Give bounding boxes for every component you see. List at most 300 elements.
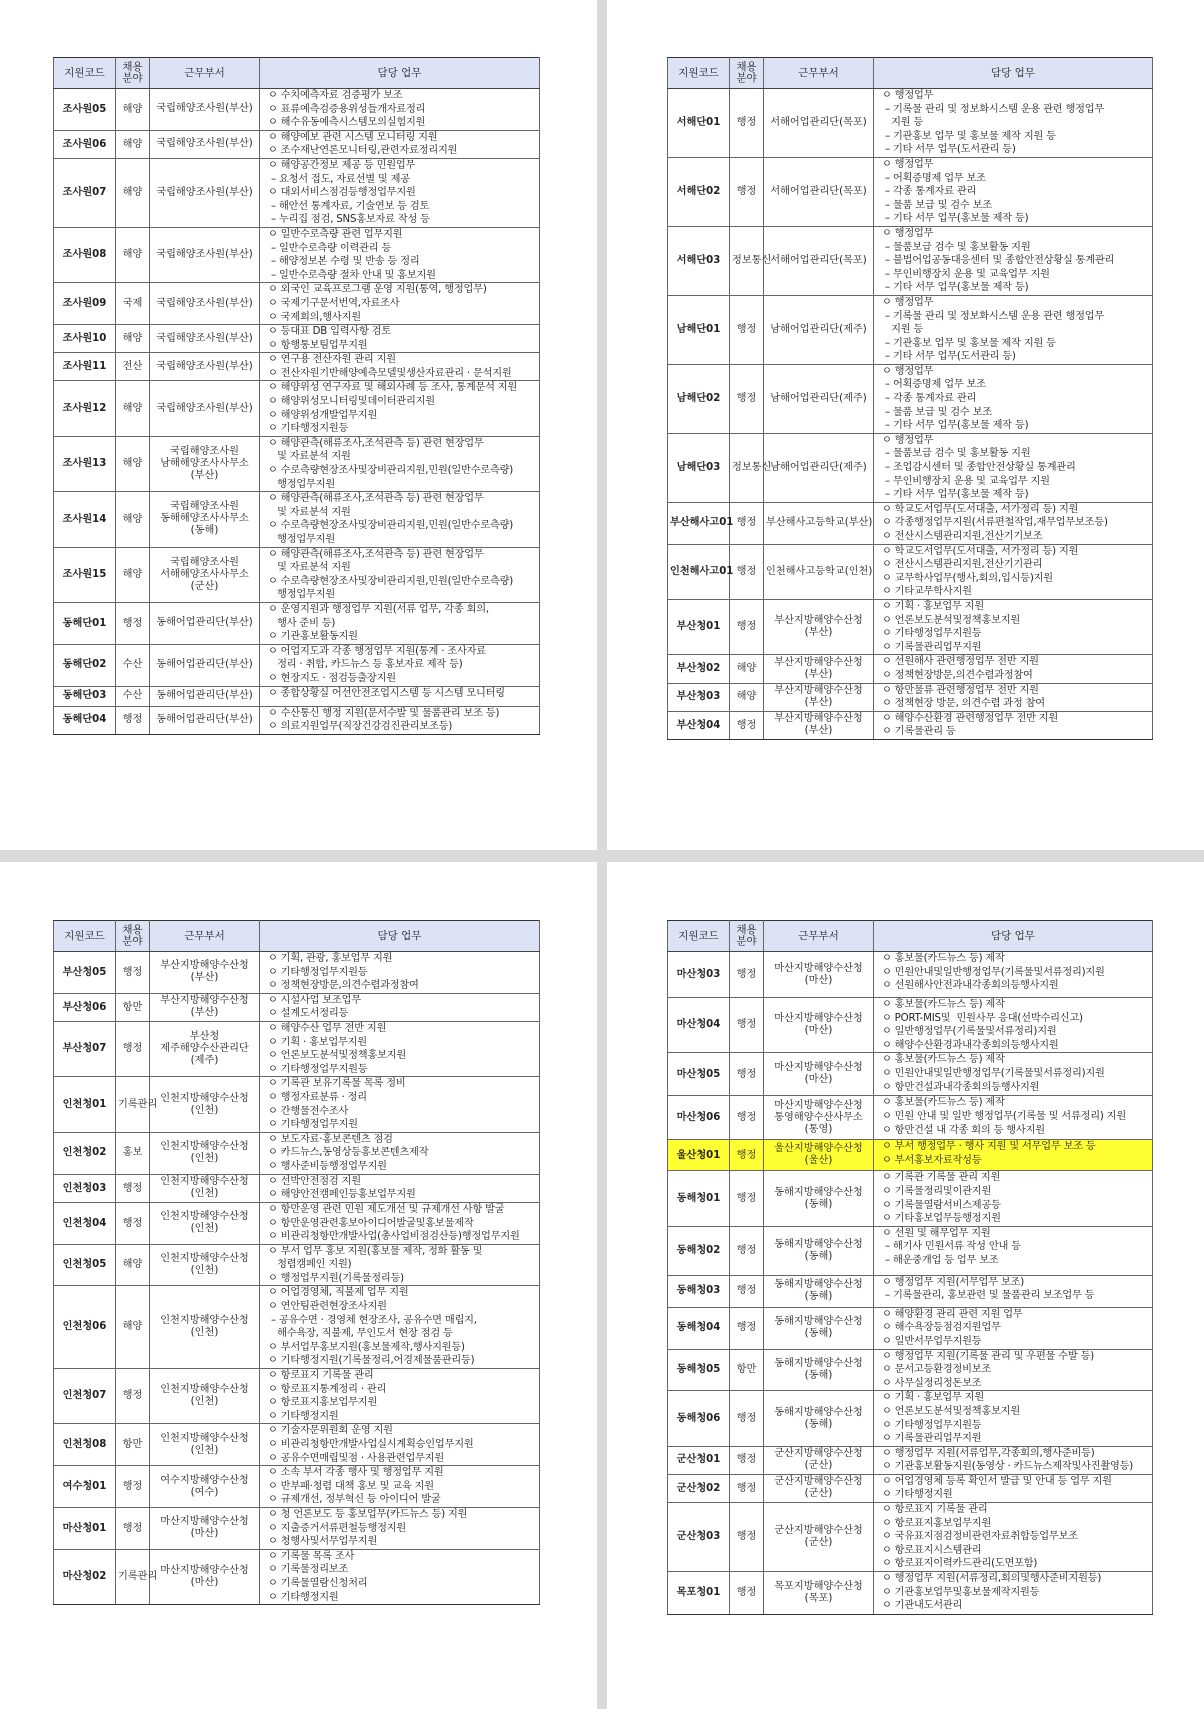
cell-field: 행정 (116, 1369, 150, 1424)
cell-duty: ㅇ 부서 행정업무 · 행사 지원 및 서무업무 보조 등 ㅇ 부서홍보자료작성등 (874, 1140, 1153, 1171)
table-row (668, 295, 1153, 364)
cell-code: 마산청03 (668, 952, 730, 998)
cell-duty: ㅇ 해양관측(해류조사,조석관측 등) 관련 현장업무 및 자료분석 지원 ㅇ 수로측량현장조사및장비관리지원,민원(일반수로측량) 행정업무지원 (260, 436, 540, 491)
cell-duty: ㅇ 기록물 목록 조사 ㅇ 기록물정리보조 ㅇ 기록물열람신청처리 ㅇ 기타행정지원 (260, 1549, 540, 1604)
cell-code: 마산청05 (668, 1053, 730, 1096)
cell-field: 해양 (116, 227, 150, 282)
cell-duty: ㅇ 홍보물(카드뉴스 등) 제작 ㅇ 민원 안내 및 일반 행정업무(기록물 및 서류정리) 지원 ㅇ 항만건설 내 각종 회의 등 행사지원 (874, 1096, 1153, 1140)
cell-dept: 동해지방해양수산청 (동해) (764, 1226, 874, 1275)
cell-duty: ㅇ 행정업무 – 물품보급 검수 및 홍보활동 지원 – 불법어업공동대응센터 및 종합안전상황실 통계관리 – 무인비행장치 운용 및 교육업무 지원 – 기타 서무 업무(홍보물 제작 등) (874, 226, 1153, 295)
cell-field: 기록관리 (116, 1077, 150, 1132)
table-row (54, 227, 540, 282)
cell-duty: ㅇ 시설사업 보조업무 ㅇ 설계도서정리등 (260, 993, 540, 1021)
cell-duty: ㅇ 선원해사 관련행정업무 전반 지원 ㅇ 정책현장방문,의견수렴과정참여 (874, 655, 1153, 683)
cell-code: 인천청08 (54, 1424, 116, 1466)
table-row (54, 1077, 540, 1132)
cell-code: 동해청05 (668, 1349, 730, 1391)
cell-duty: ㅇ 행정업무 지원(서무업무 보조) – 기록물관리, 홍보관련 및 물품관리 보조업무 등 (874, 1275, 1153, 1307)
cell-dept: 동해지방해양수산청 (동해) (764, 1349, 874, 1391)
cell-field: 전산 (116, 353, 150, 381)
header-row (668, 921, 1153, 952)
cell-field: 수산 (116, 644, 150, 686)
table-row (668, 998, 1153, 1053)
cell-dept: 인천지방해양수산청 (인천) (150, 1174, 260, 1202)
cell-duty: ㅇ 기록관 기록물 관리 지원 ㅇ 기록물정리및이관지원 ㅇ 기록물열람서비스제공등 ㅇ 기타홍보업무등행정지원 (874, 1171, 1153, 1226)
cell-dept: 동해어업관리단(부산) (150, 706, 260, 734)
header-row (54, 58, 540, 89)
cell-duty: ㅇ 행정업무 지원(기록물 관리 및 우편물 수발 등) ㅇ 문서고등환경정비보조 ㅇ 사무실정리정돈보조 (874, 1349, 1153, 1391)
header-row (54, 921, 540, 952)
job-table (667, 920, 1153, 1615)
table-row (668, 157, 1153, 226)
cell-duty: ㅇ 수치예측자료 검증평가 보조 ㅇ 표류예측검증용위성들개자료정리 ㅇ 해수유동예측시스템모의실험지원 (260, 89, 540, 131)
cell-dept: 부산지방해양수산청 (부산) (764, 683, 874, 711)
cell-field: 행정 (730, 952, 764, 998)
cell-dept: 남해어업관리단(제주) (764, 433, 874, 502)
cell-code: 군산청01 (668, 1446, 730, 1474)
cell-dept: 국립해양조사원(부산) (150, 130, 260, 158)
cell-duty: ㅇ 해양관측(해류조사,조석관측 등) 관련 현장업무 및 자료분석 지원 ㅇ 수로측량현장조사및장비관리지원,민원(일반수로측량) 행정업무지원 (260, 547, 540, 602)
cell-field: 행정 (116, 602, 150, 644)
cell-code: 인천청03 (54, 1174, 116, 1202)
cell-field: 행정 (116, 1466, 150, 1508)
cell-field: 해양 (116, 1286, 150, 1369)
table-row (668, 711, 1153, 739)
cell-duty: ㅇ 해양위성 연구자료 및 해외사례 등 조사, 통계문석 지원 ㅇ 해양위성모니터링및데이터관리지원 ㅇ 해양위성개발업무지원 ㅇ 기타행정지원등 (260, 381, 540, 436)
cell-code: 조사원08 (54, 227, 116, 282)
table-row (54, 1132, 540, 1174)
header-code: 지원코드 (54, 921, 116, 952)
cell-code: 군산청02 (668, 1474, 730, 1502)
table-row (54, 547, 540, 602)
cell-code: 부산청03 (668, 683, 730, 711)
cell-field: 행정 (730, 1096, 764, 1140)
cell-code: 목포청01 (668, 1572, 730, 1615)
header-code: 지원코드 (54, 58, 116, 89)
header-duty: 담당 업무 (874, 58, 1153, 89)
cell-dept: 동해지방해양수산청 (동해) (764, 1391, 874, 1446)
cell-dept: 인천지방해양수산청 (인천) (150, 1424, 260, 1466)
table-row (54, 89, 540, 131)
cell-dept: 서해어업관리단(목포) (764, 157, 874, 226)
cell-dept: 군산지방해양수산청 (군산) (764, 1446, 874, 1474)
table-row (668, 1053, 1153, 1096)
job-table (53, 920, 540, 1605)
header-field: 채용 분야 (730, 921, 764, 952)
cell-code: 조사원06 (54, 130, 116, 158)
cell-duty: ㅇ 선원 및 해무업무 지원 – 해기사 민원서류 작성 안내 등 – 해운중개업 등 업무 보조 (874, 1226, 1153, 1275)
table-row (668, 1140, 1153, 1171)
cell-dept: 동해어업관리단(부산) (150, 602, 260, 644)
cell-code: 조사원10 (54, 325, 116, 353)
cell-field: 행정 (116, 1202, 150, 1244)
cell-code: 부산청06 (54, 993, 116, 1021)
header-dept: 근무부서 (150, 921, 260, 952)
cell-duty: ㅇ 행정업무 – 기록물 관리 및 정보화시스템 운용 관련 행정업무 지원 등 – 기관홍보 업무 및 홍보물 제작 지원 등 – 기타 서무 업무(도서관리 등) (874, 295, 1153, 364)
table-row (54, 1369, 540, 1424)
cell-field: 홍보 (116, 1132, 150, 1174)
cell-dept: 국립해양조사원(부산) (150, 381, 260, 436)
table-row (54, 353, 540, 381)
cell-code: 부산청02 (668, 655, 730, 683)
header-duty: 담당 업무 (874, 921, 1153, 952)
cell-dept: 군산지방해양수산청 (군산) (764, 1474, 874, 1502)
cell-field: 행정 (730, 1307, 764, 1349)
document-page-4 (607, 862, 1204, 1709)
cell-field: 해양 (730, 655, 764, 683)
cell-field: 행정 (730, 1474, 764, 1502)
cell-field: 행정 (730, 1226, 764, 1275)
cell-dept: 국립해양조사원 동해해양조사사무소 (동해) (150, 492, 260, 547)
cell-duty: ㅇ 소속 부서 각종 행사 및 행정업무 지원 ㅇ 반부패·청렴 대책 홍보 및 교육 지원 ㅇ 규제개선, 정부혁신 등 아이디어 발굴 (260, 1466, 540, 1508)
cell-field: 행정 (730, 364, 764, 433)
cell-field: 행정 (730, 1171, 764, 1226)
cell-duty: ㅇ 종합상황실 어선안전조업시스템 등 시스템 모니터링 (260, 686, 540, 706)
cell-duty: ㅇ 홍보물(카드뉴스 등) 제작 ㅇ 민원안내및일반행정업무(기록물및서류정리)지원 ㅇ 선원해사안전과내각종회의등행사지원 (874, 952, 1153, 998)
cell-dept: 마산지방해양수산청 (마산) (150, 1549, 260, 1604)
table-row (54, 1244, 540, 1286)
table-row (668, 364, 1153, 433)
cell-code: 인천청01 (54, 1077, 116, 1132)
cell-dept: 국립해양조사원(부산) (150, 353, 260, 381)
table-row (668, 1474, 1153, 1502)
cell-field: 행정 (116, 952, 150, 994)
cell-duty: ㅇ 등대표 DB 입력사항 검토 ㅇ 항행통보팀업무지원 (260, 325, 540, 353)
table-row (54, 952, 540, 994)
document-page-2 (607, 0, 1204, 850)
cell-duty: ㅇ 외국인 교육프로그램 운영 지원(통역, 행정업무) ㅇ 국제기구문서번역,자료조사 ㅇ 국제회의,행사지원 (260, 283, 540, 325)
cell-dept: 부산지방해양수산청 (부산) (150, 952, 260, 994)
cell-field: 행정 (116, 1174, 150, 1202)
header-dept: 근무부서 (764, 58, 874, 89)
cell-code: 동해단04 (54, 706, 116, 734)
job-table (667, 57, 1153, 740)
cell-dept: 군산지방해양수산청 (군산) (764, 1503, 874, 1572)
cell-code: 조사원09 (54, 283, 116, 325)
table-row (54, 492, 540, 547)
cell-dept: 부산지방해양수산청 (부산) (764, 655, 874, 683)
cell-dept: 부산청 제주해양수산관리단 (제주) (150, 1021, 260, 1076)
table-row (668, 1391, 1153, 1446)
cell-dept: 국립해양조사원(부산) (150, 89, 260, 131)
cell-duty: ㅇ 행정업무 – 기록물 관리 및 정보화시스템 운용 관련 행정업무 지원 등 – 기관홍보 업무 및 홍보물 제작 지원 등 – 기타 서무 업무(도서관리 등) (874, 89, 1153, 158)
cell-duty: ㅇ 기획, 관광, 홍보업무 지원 ㅇ 기타행정업무지원등 ㅇ 정책현장방문,의견수렴과정참여 (260, 952, 540, 994)
cell-field: 행정 (730, 157, 764, 226)
cell-code: 동해청04 (668, 1307, 730, 1349)
table-row (54, 1174, 540, 1202)
cell-duty: ㅇ 학교도서업무(도서대출, 서가정리 등) 지원 ㅇ 각종행정업무지원(서류편철작업,재무업무보조등) ㅇ 전산시스템관리지원,전산기기보조 (874, 502, 1153, 544)
cell-dept: 마산지방해양수산청 (마산) (764, 998, 874, 1053)
table-row (668, 1096, 1153, 1140)
header-duty: 담당 업무 (260, 58, 540, 89)
table-row (54, 283, 540, 325)
cell-duty: ㅇ 수산통신 행정 지원(문서수발 및 물품관리 보조 등) ㅇ 의료지원업무(직장건강검진관리보조등) (260, 706, 540, 734)
cell-dept: 국립해양조사원(부산) (150, 283, 260, 325)
cell-field: 해양 (116, 1244, 150, 1286)
cell-duty: ㅇ 행정업무 – 물품보급 검수 및 홍보활동 지원 – 조업감시센터 및 종합안전상황실 통계관리 – 무인비행장치 운용 및 교육업무 지원 – 기타 서무 업무(홍보물 제작 등) (874, 433, 1153, 502)
cell-code: 마산청06 (668, 1096, 730, 1140)
header-dept: 근무부서 (764, 921, 874, 952)
document-page-1 (0, 0, 597, 850)
cell-code: 동해청03 (668, 1275, 730, 1307)
cell-code: 동해청06 (668, 1391, 730, 1446)
cell-dept: 동해지방해양수산청 (동해) (764, 1275, 874, 1307)
cell-field: 행정 (730, 998, 764, 1053)
cell-field: 행정 (116, 1021, 150, 1076)
cell-duty: ㅇ 항로표지 기록물 관리 ㅇ 항로표지홍보업무지원 ㅇ 국유표지점검정비관련자료취합등업무보조 ㅇ 항로표지시스템관리 ㅇ 항로표지이력카드관리(도면포함) (874, 1503, 1153, 1572)
cell-field: 행정 (730, 502, 764, 544)
table-row (54, 1466, 540, 1508)
cell-code: 울산청01 (668, 1140, 730, 1171)
table-row (54, 1021, 540, 1076)
cell-dept: 마산지방해양수산청 (마산) (764, 1053, 874, 1096)
cell-duty: ㅇ 항만물류 관련행정업무 전반 지원 ㅇ 정책현장 방문, 의견수렴 과정 참여 (874, 683, 1153, 711)
cell-field: 항만 (730, 1349, 764, 1391)
cell-duty: ㅇ 선박안전점검 지원 ㅇ 해양안전캠페인등홍보업무지원 (260, 1174, 540, 1202)
cell-dept: 국립해양조사원(부산) (150, 325, 260, 353)
cell-duty: ㅇ 기록관 보유기록물 목록 정비 ㅇ 행정자료분류 · 정리 ㅇ 간행물전수조사 ㅇ 기타행정업무지원 (260, 1077, 540, 1132)
cell-code: 서해단03 (668, 226, 730, 295)
table-row (54, 644, 540, 686)
cell-field: 행정 (730, 1275, 764, 1307)
cell-code: 조사원15 (54, 547, 116, 602)
cell-duty: ㅇ 연구용 전산자원 관리 지원 ㅇ 전산자원기반해양예측모델및생산자료관리 · 문석지원 (260, 353, 540, 381)
cell-duty: ㅇ 해양수산환경 관련행정업무 전반 지원 ㅇ 기록물관리 등 (874, 711, 1153, 739)
cell-code: 조사원14 (54, 492, 116, 547)
cell-field: 항만 (116, 1424, 150, 1466)
cell-code: 부산청01 (668, 599, 730, 654)
cell-duty: ㅇ 행정업무 지원(서류정리,회의및행사준비지원등) ㅇ 기관홍보업무및홍보물제작지원등 ㅇ 기관내도서관리 (874, 1572, 1153, 1615)
cell-duty: ㅇ 해양관측(해류조사,조석관측 등) 관련 현장업무 및 자료분석 지원 ㅇ 수로측량현장조사및장비관리지원,민원(일반수로측량) 행정업무지원 (260, 492, 540, 547)
cell-duty: ㅇ 해양공간정보 제공 등 민원업무 – 요청서 접도, 자료선별 및 제공 ㅇ 대외서비스점검등행정업무지원 – 해안선 통계자료, 기술연보 등 검토 – 누리집 점검, SNS홍보자료 작성 등 (260, 158, 540, 227)
cell-code: 부산청04 (668, 711, 730, 739)
table-row (668, 1171, 1153, 1226)
table-row (54, 1549, 540, 1604)
table-row (54, 602, 540, 644)
cell-code: 마산청04 (668, 998, 730, 1053)
cell-duty: ㅇ 부서 업무 홍보 지원(홍보물 제작, 정화 활동 및 청렴캠페인 지원) ㅇ 행정업무지원(기록물정리등) (260, 1244, 540, 1286)
table-row (668, 89, 1153, 158)
cell-code: 조사원12 (54, 381, 116, 436)
table-row (668, 1226, 1153, 1275)
cell-field: 해양 (730, 683, 764, 711)
cell-field: 행정 (730, 1391, 764, 1446)
cell-field: 행정 (116, 706, 150, 734)
cell-code: 부산청07 (54, 1021, 116, 1076)
cell-dept: 인천지방해양수산청 (인천) (150, 1286, 260, 1369)
cell-field: 수산 (116, 686, 150, 706)
header-field: 채용 분야 (116, 921, 150, 952)
cell-code: 인천청05 (54, 1244, 116, 1286)
cell-field: 해양 (116, 89, 150, 131)
table-row (54, 1507, 540, 1549)
cell-code: 인천청04 (54, 1202, 116, 1244)
table-row (54, 130, 540, 158)
cell-code: 남해단01 (668, 295, 730, 364)
cell-dept: 동해어업관리단(부산) (150, 644, 260, 686)
cell-duty: ㅇ 항만운영 관련 민원 제도개선 및 규제개선 사항 발굴 ㅇ 항만운영관련홍보아이디어발굴및홍보물제작 ㅇ 비관리청항만개발사업(총사업비점검산등)행정업무지원 (260, 1202, 540, 1244)
cell-duty: ㅇ 해양예보 관련 시스템 모니터링 지원 ㅇ 조수재난연론모니터링,관련자료정리지원 (260, 130, 540, 158)
cell-duty: ㅇ 어업경영체, 직불제 업무 지원 ㅇ 연안팀관련현장조사지원 – 공유수면 · 경영체 현장조사, 공유수면 매립지, 해수욕장, 직불제, 무인도서 현장 점검 등 ㅇ 부서업무홍보지원(홍보물제작,행사지원등) ㅇ 기타행정지원(기록물정리,어경제물품관리등) (260, 1286, 540, 1369)
cell-field: 해양 (116, 381, 150, 436)
cell-field: 항만 (116, 993, 150, 1021)
cell-field: 해양 (116, 158, 150, 227)
table-row (668, 599, 1153, 654)
table-row (668, 544, 1153, 599)
cell-code: 인천청02 (54, 1132, 116, 1174)
cell-code: 군산청03 (668, 1503, 730, 1572)
cell-code: 인천청06 (54, 1286, 116, 1369)
table-row (54, 158, 540, 227)
cell-code: 마산청02 (54, 1549, 116, 1604)
cell-code: 부산청05 (54, 952, 116, 994)
table-row (668, 1275, 1153, 1307)
header-dept: 근무부서 (150, 58, 260, 89)
cell-duty: ㅇ 학교도서업무(도서대출, 서가정리 등) 지원 ㅇ 전산시스템관리지원,전산기기관리 ㅇ 교무학사업무(행사,회의,입시등)지원 ㅇ 기타교무학사지원 (874, 544, 1153, 599)
table-row (668, 502, 1153, 544)
cell-duty: ㅇ 어업경영체 등록 확인서 발급 및 안내 등 업무 지원 ㅇ 기타행정지원 (874, 1474, 1153, 1502)
cell-dept: 남해어업관리단(제주) (764, 295, 874, 364)
table-row (54, 686, 540, 706)
cell-duty: ㅇ 기술자문위원회 운영 지원 ㅇ 비관리청항만개발사업실시계획승인업무지원 ㅇ 공유수면매립및점 · 사용관련업무지원 (260, 1424, 540, 1466)
cell-dept: 인천지방해양수산청 (인천) (150, 1202, 260, 1244)
cell-code: 동해단01 (54, 602, 116, 644)
cell-dept: 여수지방해양수산청 (여수) (150, 1466, 260, 1508)
cell-duty: ㅇ 기획 · 홍보업무 지원 ㅇ 언론보도분석및정책홍보지원 ㅇ 기타행정업무지원등 ㅇ 기록물관리업무지원 (874, 599, 1153, 654)
cell-dept: 동해어업관리단(부산) (150, 686, 260, 706)
cell-dept: 서해어업관리단(목포) (764, 89, 874, 158)
cell-dept: 부산지방해양수산청 (부산) (150, 993, 260, 1021)
cell-code: 조사원07 (54, 158, 116, 227)
cell-dept: 국립해양조사원 서해해양조사사무소 (군산) (150, 547, 260, 602)
cell-duty: ㅇ 어업지도과 각종 행정업무 지원(통계 · 조사자료 정리 · 취합, 카드뉴스 등 홍보자료 제작 등) ㅇ 현장지도 · 점검등출장지원 (260, 644, 540, 686)
cell-code: 서해단02 (668, 157, 730, 226)
table-row (54, 436, 540, 491)
cell-field: 행정 (730, 89, 764, 158)
cell-dept: 부산지방해양수산청 (부산) (764, 711, 874, 739)
cell-code: 서해단01 (668, 89, 730, 158)
cell-field: 행정 (730, 1503, 764, 1572)
cell-code: 조사원11 (54, 353, 116, 381)
cell-code: 인천청07 (54, 1369, 116, 1424)
cell-field: 정보통신 (730, 433, 764, 502)
job-table (53, 57, 540, 735)
cell-field: 기록관리 (116, 1549, 150, 1604)
cell-duty: ㅇ 해양수산 업무 전반 지원 ㅇ 기획 · 홍보업무지원 ㅇ 언론보도분석및정책홍보지원 ㅇ 기타행정업무지원등 (260, 1021, 540, 1076)
cell-field: 행정 (116, 1507, 150, 1549)
cell-dept: 국립해양조사원 남해해양조사사무소 (부산) (150, 436, 260, 491)
cell-field: 해양 (116, 547, 150, 602)
cell-field: 행정 (730, 295, 764, 364)
cell-code: 여수청01 (54, 1466, 116, 1508)
table-row (54, 993, 540, 1021)
cell-code: 동해청01 (668, 1171, 730, 1226)
cell-code: 조사원13 (54, 436, 116, 491)
table-row (54, 325, 540, 353)
cell-code: 인천해사고01 (668, 544, 730, 599)
cell-field: 행정 (730, 1140, 764, 1171)
cell-field: 행정 (730, 1446, 764, 1474)
cell-field: 해양 (116, 130, 150, 158)
document-page-3 (0, 862, 597, 1709)
cell-duty: ㅇ 일반수로측량 관련 업무지원 – 일반수로측량 이력관리 등 – 해양정보본 수령 및 반송 등 정리 – 일반수로측량 절차 안내 및 홍보지원 (260, 227, 540, 282)
cell-duty: ㅇ 행정업무 지원(서류업무,각종회의,행사준비등) ㅇ 기관홍보활동지원(동영상 · 카드뉴스제작및사진촬영등) (874, 1446, 1153, 1474)
cell-code: 동해단03 (54, 686, 116, 706)
table-row (668, 655, 1153, 683)
cell-dept: 부산해사고등학교(부산) (764, 502, 874, 544)
table-row (668, 1572, 1153, 1615)
cell-duty: ㅇ 홍보물(카드뉴스 등) 제작 ㅇ PORT-MIS및 민원사무 응대(선박수리신고) ㅇ 일반행정업무(기록물및서류정리)지원 ㅇ 해양수산환경과내각종회의등행사지원 (874, 998, 1153, 1053)
cell-field: 해양 (116, 492, 150, 547)
cell-dept: 마산지방해양수산청 (마산) (150, 1507, 260, 1549)
table-row (54, 1424, 540, 1466)
cell-dept: 목포지방해양수산청 (목포) (764, 1572, 874, 1615)
cell-field: 국제 (116, 283, 150, 325)
cell-dept: 국립해양조사원(부산) (150, 227, 260, 282)
header-field: 채용 분야 (730, 58, 764, 89)
cell-dept: 국립해양조사원(부산) (150, 158, 260, 227)
cell-field: 해양 (116, 325, 150, 353)
table-row (668, 433, 1153, 502)
header-duty: 담당 업무 (260, 921, 540, 952)
table-row (54, 706, 540, 734)
table-row (668, 226, 1153, 295)
cell-code: 남해단02 (668, 364, 730, 433)
cell-dept: 인천지방해양수산청 (인천) (150, 1132, 260, 1174)
cell-dept: 서해어업관리단(목포) (764, 226, 874, 295)
cell-dept: 남해어업관리단(제주) (764, 364, 874, 433)
table-row (54, 381, 540, 436)
cell-field: 행정 (730, 711, 764, 739)
header-row (668, 58, 1153, 89)
cell-dept: 인천지방해양수산청 (인천) (150, 1244, 260, 1286)
cell-field: 행정 (730, 1053, 764, 1096)
cell-field: 행정 (730, 1572, 764, 1615)
cell-duty: ㅇ 청 언론보도 등 홍보업무(카드뉴스 등) 지원 ㅇ 지출증거서류편철등행정지원 ㅇ 청행사및서무업무지원 (260, 1507, 540, 1549)
cell-code: 마산청01 (54, 1507, 116, 1549)
cell-duty: ㅇ 항로표지 기록물 관리 ㅇ 항로표지통계정리 · 관리 ㅇ 항로표지홍보업무지원 ㅇ 기타행정지원 (260, 1369, 540, 1424)
cell-dept: 마산지방해양수산청 통영해양수산사무소 (통영) (764, 1096, 874, 1140)
cell-field: 해양 (116, 436, 150, 491)
table-row (668, 1349, 1153, 1391)
cell-code: 조사원05 (54, 89, 116, 131)
cell-duty: ㅇ 해양환경 관리 관련 지원 업무 ㅇ 해수욕장등점검지원업무 ㅇ 일반서무업무지원등 (874, 1307, 1153, 1349)
cell-dept: 인천해사고등학교(인천) (764, 544, 874, 599)
cell-dept: 동해지방해양수산청 (동해) (764, 1171, 874, 1226)
table-row (668, 1307, 1153, 1349)
table-row (668, 952, 1153, 998)
cell-duty: ㅇ 행정업무 – 어획증명제 업무 보조 – 각종 통계자료 관리 – 물품 보급 및 검수 보조 – 기타 서무 업무(홍보물 제작 등) (874, 364, 1153, 433)
header-code: 지원코드 (668, 58, 730, 89)
cell-dept: 인천지방해양수산청 (인천) (150, 1369, 260, 1424)
cell-duty: ㅇ 기획 · 홍보업무 지원 ㅇ 언론보도분석및정책홍보지원 ㅇ 기타행정업무지원등 ㅇ 기록물관리업무지원 (874, 1391, 1153, 1446)
cell-dept: 부산지방해양수산청 (부산) (764, 599, 874, 654)
cell-code: 동해단02 (54, 644, 116, 686)
cell-dept: 동해지방해양수산청 (동해) (764, 1307, 874, 1349)
cell-code: 부산해사고01 (668, 502, 730, 544)
table-row (54, 1286, 540, 1369)
cell-field: 행정 (730, 544, 764, 599)
cell-dept: 마산지방해양수산청 (마산) (764, 952, 874, 998)
cell-duty: ㅇ 행정업무 – 어획증명제 업무 보조 – 각종 통계자료 관리 – 물품 보급 및 검수 보조 – 기타 서무 업무(홍보물 제작 등) (874, 157, 1153, 226)
header-code: 지원코드 (668, 921, 730, 952)
cell-dept: 인천지방해양수산청 (인천) (150, 1077, 260, 1132)
table-row (668, 683, 1153, 711)
cell-duty: ㅇ 보도자료·홍보콘텐츠 점검 ㅇ 카드뉴스,동영상등홍보콘텐츠제작 ㅇ 행사준비등행정업무지원 (260, 1132, 540, 1174)
cell-code: 남해단03 (668, 433, 730, 502)
table-row (54, 1202, 540, 1244)
header-field: 채용 분야 (116, 58, 150, 89)
